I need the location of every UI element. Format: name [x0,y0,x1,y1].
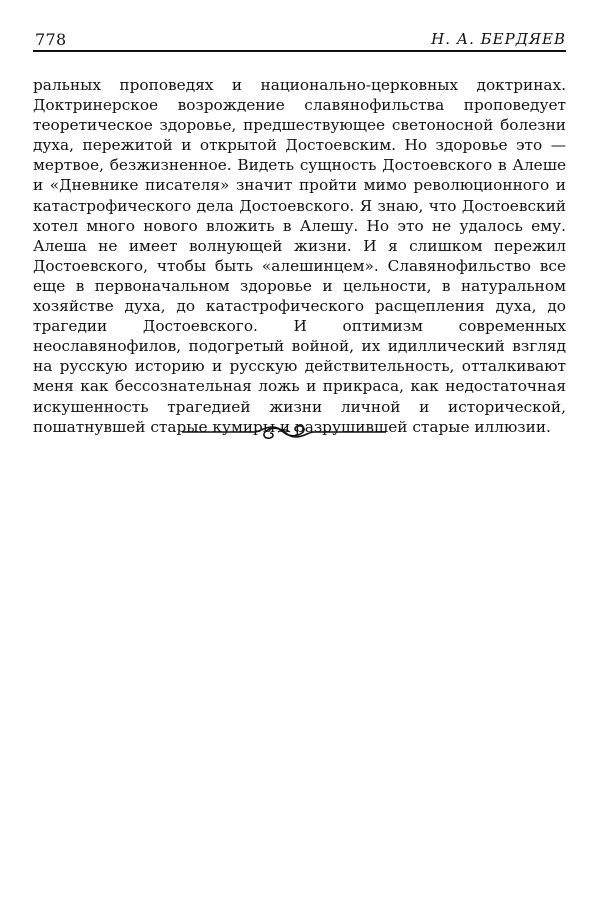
author-name: Н. А. БЕРДЯЕВ [431,30,566,48]
page-number: 778 [35,30,67,49]
running-head [33,0,566,52]
paragraph: ральных проповедях и национально-церковных доктринах. Доктринерское возрождение славянофильства проповедует теоретическое здоровье, предшествующее светоносной болезни духа, пережитой и открытой Достоевским. Но здоровье это — мертвое, безжизненное. Видеть сущность Достоевского в Алеше и «Дневнике писателя» значит пройти мимо революционного и катастрофического дела Достоевского. Я знаю, что Достоевский хотел много нового вложить в Алешу. Но это не удалось ему. Алеша не имеет волнующей жизни. И я слишком пережил Достоевского, чтобы быть «алешинцем». Славянофильство все еще в первоначальном здоровье и цельности, в натуральном хозяйстве духа, до катастрофического расщепления духа, до трагедии Достоевского. И оптимизм современных неославянофилов, подогретый войной, их идиллический взгляд на русскую историю и русскую действительность, отталкивают меня как бессознательная ложь и прикраса, как недостаточная искушенность трагедией жизни личной и исторической, пошатнувшей старые кумиры и разрушившей старые иллюзии. [33,76,566,436]
header-rule [33,50,566,52]
book-page [33,0,566,437]
flourish-ornament-icon [182,419,386,445]
body-text [33,75,566,437]
